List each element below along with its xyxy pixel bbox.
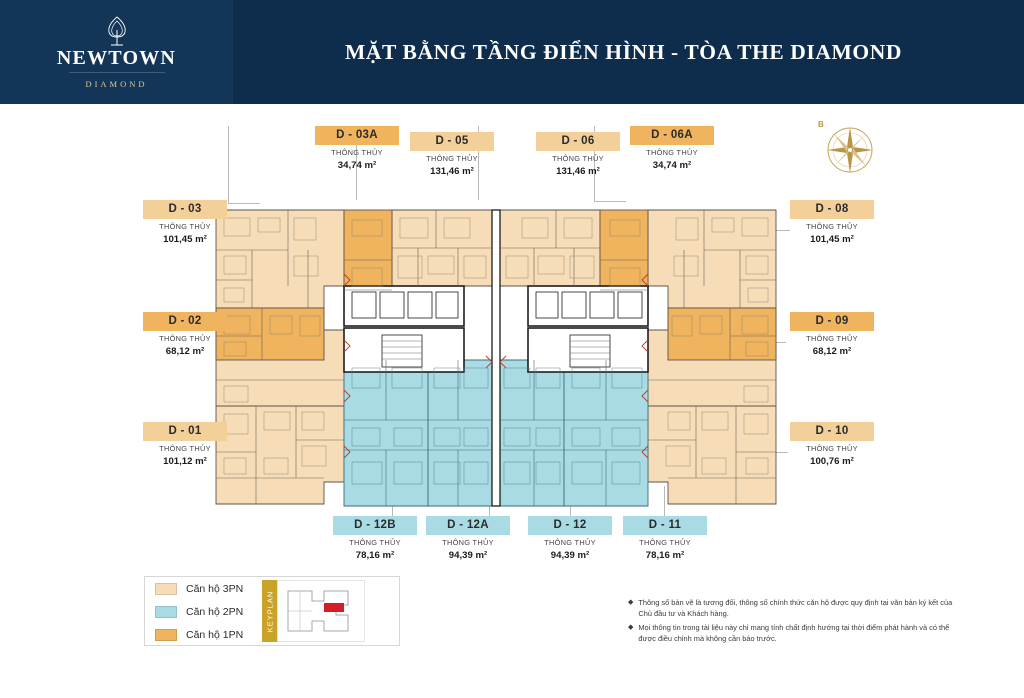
keyplan-tab bbox=[262, 580, 277, 642]
compass-rose-icon bbox=[822, 122, 878, 178]
unit-callout-d01[interactable] bbox=[143, 422, 227, 467]
keyplan-tab-label: KEYPLAN bbox=[265, 590, 275, 632]
unit-callout-d05[interactable] bbox=[410, 132, 494, 177]
unit-callout-d03[interactable] bbox=[143, 200, 227, 245]
unit-measure-label: THÔNG THỦY bbox=[159, 334, 211, 343]
unit-callout-d12a[interactable] bbox=[426, 516, 510, 561]
unit-area: 78,16 m² bbox=[355, 550, 395, 561]
unit-measure-label: THÔNG THỦY bbox=[349, 538, 401, 547]
floorplan-canvas bbox=[0, 104, 1024, 698]
unit-area: 78,16 m² bbox=[645, 550, 685, 561]
note-item bbox=[628, 598, 958, 619]
legend-swatch-3pn bbox=[155, 583, 177, 595]
unit-area: 34,74 m² bbox=[652, 160, 692, 171]
unit-code: D - 06A bbox=[630, 126, 714, 145]
disclaimer-notes bbox=[628, 598, 958, 648]
note-text: Thông số bản vẽ là tương đối, thông số chính thức căn hộ được quy định tại văn bản ký kết của Chủ đầu tư và Khách hàng. bbox=[638, 598, 953, 618]
unit-area: 101,12 m² bbox=[163, 456, 207, 467]
unit-callout-d10[interactable] bbox=[790, 422, 874, 467]
unit-code: D - 02 bbox=[143, 312, 227, 331]
compass-north-label: B bbox=[818, 120, 824, 129]
unit-code: D - 01 bbox=[143, 422, 227, 441]
bullet-icon: ◆ bbox=[628, 599, 634, 606]
unit-callout-d12[interactable] bbox=[528, 516, 612, 561]
unit-measure-label: THÔNG THỦY bbox=[544, 538, 596, 547]
unit-callout-d02[interactable] bbox=[143, 312, 227, 357]
unit-area: 101,45 m² bbox=[810, 234, 854, 245]
unit-callout-d12b[interactable] bbox=[333, 516, 417, 561]
unit-code: D - 10 bbox=[790, 422, 874, 441]
unit-area: 131,46 m² bbox=[430, 166, 474, 177]
unit-area: 100,76 m² bbox=[810, 456, 854, 467]
unit-code: D - 08 bbox=[790, 200, 874, 219]
brand-name: NEWTOWN bbox=[56, 46, 177, 69]
legend-label-3pn: Căn hộ 3PN bbox=[186, 582, 244, 595]
unit-measure-label: THÔNG THỦY bbox=[806, 334, 858, 343]
unit-code: D - 12A bbox=[426, 516, 510, 535]
unit-code: D - 06 bbox=[536, 132, 620, 151]
unit-code: D - 09 bbox=[790, 312, 874, 331]
unit-code: D - 03A bbox=[315, 126, 399, 145]
unit-measure-label: THÔNG THỦY bbox=[646, 148, 698, 157]
unit-area: 94,39 m² bbox=[550, 550, 590, 561]
note-item bbox=[628, 623, 958, 644]
unit-callout-d03a[interactable] bbox=[315, 126, 399, 171]
unit-area: 68,12 m² bbox=[165, 346, 205, 357]
legend-swatch-1pn bbox=[155, 629, 177, 641]
unit-callout-d11[interactable] bbox=[623, 516, 707, 561]
unit-callout-d06[interactable] bbox=[536, 132, 620, 177]
unit-code: D - 12B bbox=[333, 516, 417, 535]
unit-measure-label: THÔNG THỦY bbox=[331, 148, 383, 157]
legend-swatch-2pn bbox=[155, 606, 177, 618]
tree-icon bbox=[100, 16, 134, 46]
unit-measure-label: THÔNG THỦY bbox=[442, 538, 494, 547]
page-header bbox=[0, 0, 1024, 104]
bullet-icon: ◆ bbox=[628, 624, 634, 631]
brand-subtitle: DIAMOND bbox=[85, 78, 148, 89]
keyplan-diagram-icon bbox=[278, 581, 364, 641]
unit-callout-d08[interactable] bbox=[790, 200, 874, 245]
note-text: Mọi thông tin trong tài liệu này chỉ mang tính chất định hướng tại thời điểm phát hành và có thể được điều chỉnh mà không cần báo trước. bbox=[638, 623, 950, 643]
unit-measure-label: THÔNG THỦY bbox=[159, 444, 211, 453]
unit-code: D - 05 bbox=[410, 132, 494, 151]
unit-area: 101,45 m² bbox=[163, 234, 207, 245]
unit-measure-label: THÔNG THỦY bbox=[639, 538, 691, 547]
brand-logo bbox=[0, 0, 233, 104]
unit-area: 34,74 m² bbox=[337, 160, 377, 171]
unit-measure-label: THÔNG THỦY bbox=[426, 154, 478, 163]
unit-area: 131,46 m² bbox=[556, 166, 600, 177]
brand-divider bbox=[69, 72, 165, 73]
unit-area: 68,12 m² bbox=[812, 346, 852, 357]
keyplan-thumbnail[interactable] bbox=[277, 580, 365, 642]
unit-measure-label: THÔNG THỦY bbox=[159, 222, 211, 231]
unit-measure-label: THÔNG THỦY bbox=[806, 222, 858, 231]
unit-callout-d09[interactable] bbox=[790, 312, 874, 357]
unit-code: D - 12 bbox=[528, 516, 612, 535]
page-title: MẶT BẰNG TẦNG ĐIỂN HÌNH - TÒA THE DIAMOND bbox=[345, 39, 902, 64]
unit-callout-d06a[interactable] bbox=[630, 126, 714, 171]
legend-label-1pn: Căn hộ 1PN bbox=[186, 628, 244, 641]
unit-code: D - 11 bbox=[623, 516, 707, 535]
legend-label-2pn: Căn hộ 2PN bbox=[186, 605, 244, 618]
unit-code: D - 03 bbox=[143, 200, 227, 219]
unit-measure-label: THÔNG THỦY bbox=[806, 444, 858, 453]
unit-area: 94,39 m² bbox=[448, 550, 488, 561]
unit-measure-label: THÔNG THỦY bbox=[552, 154, 604, 163]
